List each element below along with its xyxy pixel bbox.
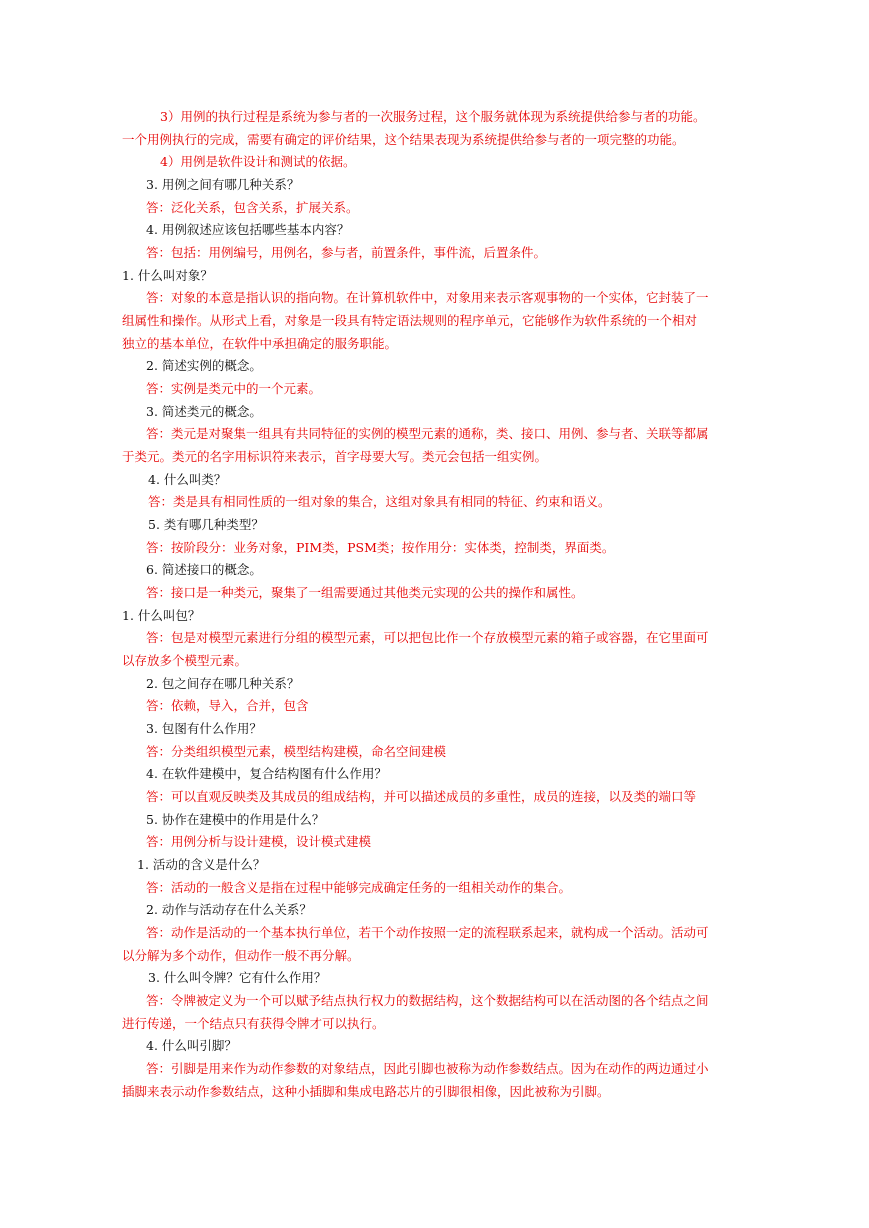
question-line: 4. 在软件建模中，复合结构图有什么作用？ bbox=[146, 766, 387, 781]
answer-line: 答：接口是一种类元，聚集了一组需要通过其他类元实现的公共的操作和属性。 bbox=[146, 585, 584, 600]
text-line: 一个用例执行的完成，需要有确定的评价结果，这个结果表现为系统提供给参与者的一项完整的功能。 bbox=[122, 132, 685, 147]
answer-line: 答：按阶段分：业务对象，PIM类，PSM类；按作用分：实体类，控制类，界面类。 bbox=[146, 540, 615, 555]
question-line: 4. 用例叙述应该包括哪些基本内容？ bbox=[146, 222, 350, 237]
answer-line: 答：包是对模型元素进行分组的模型元素，可以把包比作一个存放模型元素的箱子或容器，在它里面可 bbox=[146, 630, 709, 645]
text-line: 以存放多个模型元素。 bbox=[122, 653, 248, 668]
question-line: 2. 简述实例的概念。 bbox=[146, 358, 262, 373]
answer-line: 答：包括：用例编号，用例名，参与者，前置条件，事件流，后置条件。 bbox=[146, 245, 547, 260]
question-line: 6. 简述接口的概念。 bbox=[146, 562, 262, 577]
answer-line: 答：动作是活动的一个基本执行单位，若干个动作按照一定的流程联系起来，就构成一个活动。活动可 bbox=[146, 925, 709, 940]
text-line: 插脚来表示动作参数结点，这种小插脚和集成电路芯片的引脚很相像，因此被称为引脚。 bbox=[122, 1084, 610, 1099]
answer-line: 答：依赖，导入，合并，包含 bbox=[146, 698, 309, 713]
question-line: 5. 协作在建模中的作用是什么？ bbox=[146, 812, 325, 827]
question-line: 3. 什么叫令牌？它有什么作用？ bbox=[148, 970, 327, 985]
answer-line: 答：分类组织模型元素，模型结构建模，命名空间建模 bbox=[146, 744, 447, 759]
answer-line: 答：引脚是用来作为动作参数的对象结点，因此引脚也被称为动作参数结点。因为在动作的两边通过小 bbox=[146, 1061, 709, 1076]
question-line: 2. 动作与活动存在什么关系？ bbox=[146, 902, 312, 917]
question-line: 4. 什么叫引脚？ bbox=[146, 1038, 237, 1053]
text-line: 组属性和操作。从形式上看，对象是一段具有特定语法规则的程序单元，它能够作为软件系统的一个相对 bbox=[122, 313, 698, 328]
question-line: 3. 用例之间有哪几种关系？ bbox=[146, 177, 300, 192]
question-line: 1. 什么叫对象？ bbox=[122, 268, 213, 283]
answer-line: 答：活动的一般含义是指在过程中能够完成确定任务的一组相关动作的集合。 bbox=[146, 880, 572, 895]
answer-line: 答：泛化关系，包含关系，扩展关系。 bbox=[146, 200, 359, 215]
answer-line: 答：可以直观反映类及其成员的组成结构，并可以描述成员的多重性，成员的连接，以及类的端口等 bbox=[146, 789, 697, 804]
question-line: 3. 包图有什么作用？ bbox=[146, 721, 262, 736]
text-line: 以分解为多个动作，但动作一般不再分解。 bbox=[122, 948, 360, 963]
question-line: 5. 类有哪几种类型？ bbox=[148, 517, 264, 532]
answer-line: 答：对象的本意是指认识的指向物。在计算机软件中，对象用来表示客观事物的一个实体，它封装了一 bbox=[146, 290, 709, 305]
answer-line: 答：令牌被定义为一个可以赋予结点执行权力的数据结构，这个数据结构可以在活动图的各个结点之间 bbox=[146, 993, 709, 1008]
question-line: 4. 什么叫类？ bbox=[148, 472, 227, 487]
answer-line: 答：实例是类元中的一个元素。 bbox=[146, 381, 322, 396]
question-line: 3. 简述类元的概念。 bbox=[146, 404, 262, 419]
answer-line: 答：类元是对聚集一组具有共同特征的实例的模型元素的通称，类、接口、用例、参与者、关联等都属 bbox=[146, 426, 709, 441]
text-line: 进行传递，一个结点只有获得令牌才可以执行。 bbox=[122, 1016, 385, 1031]
answer-line: 答：用例分析与设计建模，设计模式建模 bbox=[146, 834, 372, 849]
question-line: 1. 活动的含义是什么？ bbox=[137, 857, 266, 872]
question-line: 1. 什么叫包？ bbox=[122, 608, 201, 623]
text-line: 3）用例的执行过程是系统为参与者的一次服务过程，这个服务就体现为系统提供给参与者的功能。 bbox=[160, 109, 706, 124]
question-line: 2. 包之间存在哪几种关系？ bbox=[146, 676, 300, 691]
text-line: 4）用例是软件设计和测试的依据。 bbox=[160, 154, 356, 169]
answer-line: 答：类是具有相同性质的一组对象的集合，这组对象具有相同的特征、约束和语义。 bbox=[148, 494, 611, 509]
text-line: 独立的基本单位，在软件中承担确定的服务职能。 bbox=[122, 336, 398, 351]
text-line: 于类元。类元的名字用标识符来表示，首字母要大写。类元会包括一组实例。 bbox=[122, 449, 548, 464]
